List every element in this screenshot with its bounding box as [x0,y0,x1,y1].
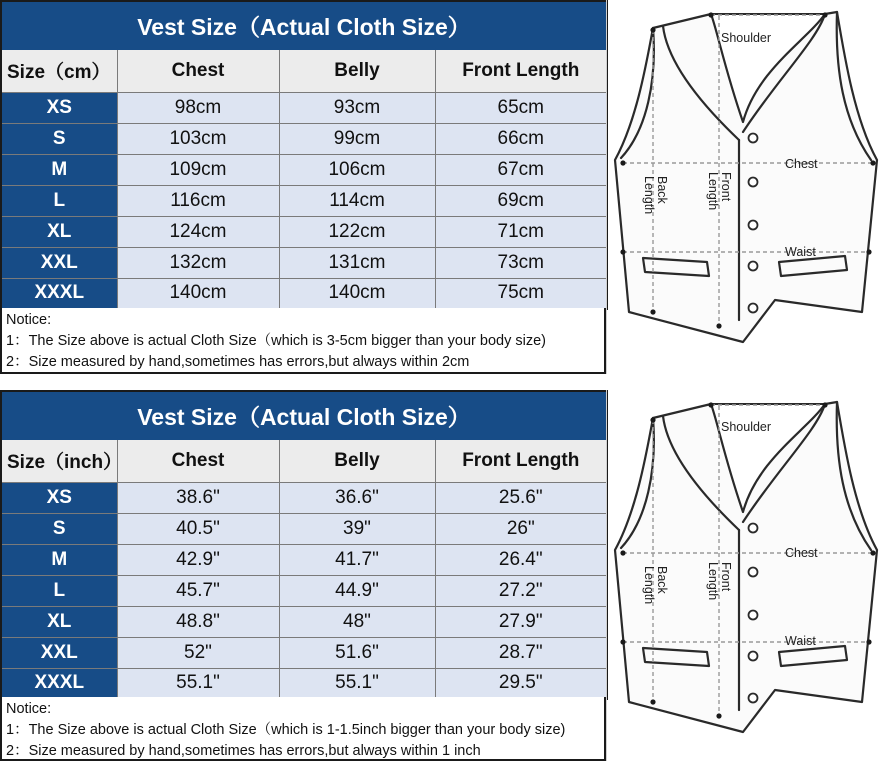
chest-cell: 103cm [117,123,279,154]
chest-cell: 40.5" [117,513,279,544]
table-row [1,668,607,699]
table-row [1,544,607,575]
notice-title: Notice: [6,701,52,717]
front-length-cell: 26.4" [435,544,607,575]
notice-line-2: 2：Size measured by hand,sometimes has errors,but always within 1 inch [6,743,481,759]
belly-cell: 99cm [279,123,435,154]
header-row [1,439,607,482]
table-title: Vest Size（Actual Cloth Size） [1,391,607,439]
front-length-cell: 73cm [435,247,607,278]
front-length-label: Front Length [706,172,733,211]
chest-cell: 98cm [117,92,279,123]
front-length-cell: 27.2" [435,575,607,606]
column-header-front-length: Front Length [435,439,607,482]
column-header-chest: Chest [117,49,279,92]
chest-cell: 109cm [117,154,279,185]
size-cell: XL [1,216,117,247]
table-row [1,278,607,309]
table-title: Vest Size（Actual Cloth Size） [1,1,607,49]
size-cell: L [1,185,117,216]
table-row [1,482,607,513]
inch-size-panel [0,390,606,761]
belly-cell: 36.6" [279,482,435,513]
inch-size-table [0,390,608,700]
table-row [1,575,607,606]
belly-cell: 106cm [279,154,435,185]
belly-cell: 41.7" [279,544,435,575]
size-cell: XXL [1,637,117,668]
chest-cell: 124cm [117,216,279,247]
column-header-chest: Chest [117,439,279,482]
notice-box [0,308,606,374]
belly-cell: 131cm [279,247,435,278]
table-row [1,606,607,637]
table-row [1,92,607,123]
size-cell: S [1,513,117,544]
header-row [1,49,607,92]
front-length-cell: 27.9" [435,606,607,637]
waist-label: Waist [785,245,816,259]
column-header-belly: Belly [279,439,435,482]
front-length-cell: 26" [435,513,607,544]
belly-cell: 44.9" [279,575,435,606]
chest-cell: 42.9" [117,544,279,575]
belly-cell: 39" [279,513,435,544]
chest-cell: 45.7" [117,575,279,606]
column-header-belly: Belly [279,49,435,92]
cm-size-table [0,0,608,310]
front-length-cell: 66cm [435,123,607,154]
table-row [1,247,607,278]
chest-label: Chest [785,157,818,171]
cm-size-panel [0,0,606,374]
back-length-label: Back Length [642,176,669,215]
front-length-cell: 28.7" [435,637,607,668]
front-length-cell: 25.6" [435,482,607,513]
belly-cell: 114cm [279,185,435,216]
chest-cell: 48.8" [117,606,279,637]
belly-cell: 122cm [279,216,435,247]
shoulder-label: Shoulder [721,31,772,45]
chest-cell: 38.6" [117,482,279,513]
belly-cell: 48" [279,606,435,637]
front-length-cell: 75cm [435,278,607,309]
size-cell: XXXL [1,668,117,699]
size-cell: S [1,123,117,154]
front-length-cell: 67cm [435,154,607,185]
chest-cell: 140cm [117,278,279,309]
notice-title: Notice: [6,312,52,328]
waist-label: Waist [785,634,816,648]
size-cell: XXL [1,247,117,278]
size-cell: XXXL [1,278,117,309]
notice-line-1: 1：The Size above is actual Cloth Size（which is 1-1.5inch bigger than your body size) [6,722,566,738]
section-divider [0,374,883,390]
size-cell: XL [1,606,117,637]
chest-cell: 52" [117,637,279,668]
chest-cell: 132cm [117,247,279,278]
chest-cell: 116cm [117,185,279,216]
notice-line-1: 1：The Size above is actual Cloth Size（which is 3-5cm bigger than your body size) [6,333,546,349]
table-row [1,185,607,216]
front-length-cell: 69cm [435,185,607,216]
back-length-label: Back Length [642,566,669,605]
belly-cell: 140cm [279,278,435,309]
notice-line-2: 2：Size measured by hand,sometimes has errors,but always within 2cm [6,354,470,370]
table-row [1,123,607,154]
table-row [1,154,607,185]
column-header-size: Size（cm） [1,49,117,92]
size-cell: M [1,544,117,575]
size-cell: XS [1,92,117,123]
front-length-cell: 65cm [435,92,607,123]
table-row [1,216,607,247]
chest-cell: 55.1" [117,668,279,699]
shoulder-label: Shoulder [721,420,772,434]
size-cell: M [1,154,117,185]
belly-cell: 93cm [279,92,435,123]
front-length-cell: 71cm [435,216,607,247]
column-header-size: Size（inch） [1,439,117,482]
table-row [1,637,607,668]
front-length-label: Front Length [706,562,733,601]
chest-label: Chest [785,546,818,560]
size-cell: L [1,575,117,606]
size-cell: XS [1,482,117,513]
belly-cell: 55.1" [279,668,435,699]
table-row [1,513,607,544]
front-length-cell: 29.5" [435,668,607,699]
column-header-front-length: Front Length [435,49,607,92]
notice-box [0,697,606,761]
belly-cell: 51.6" [279,637,435,668]
